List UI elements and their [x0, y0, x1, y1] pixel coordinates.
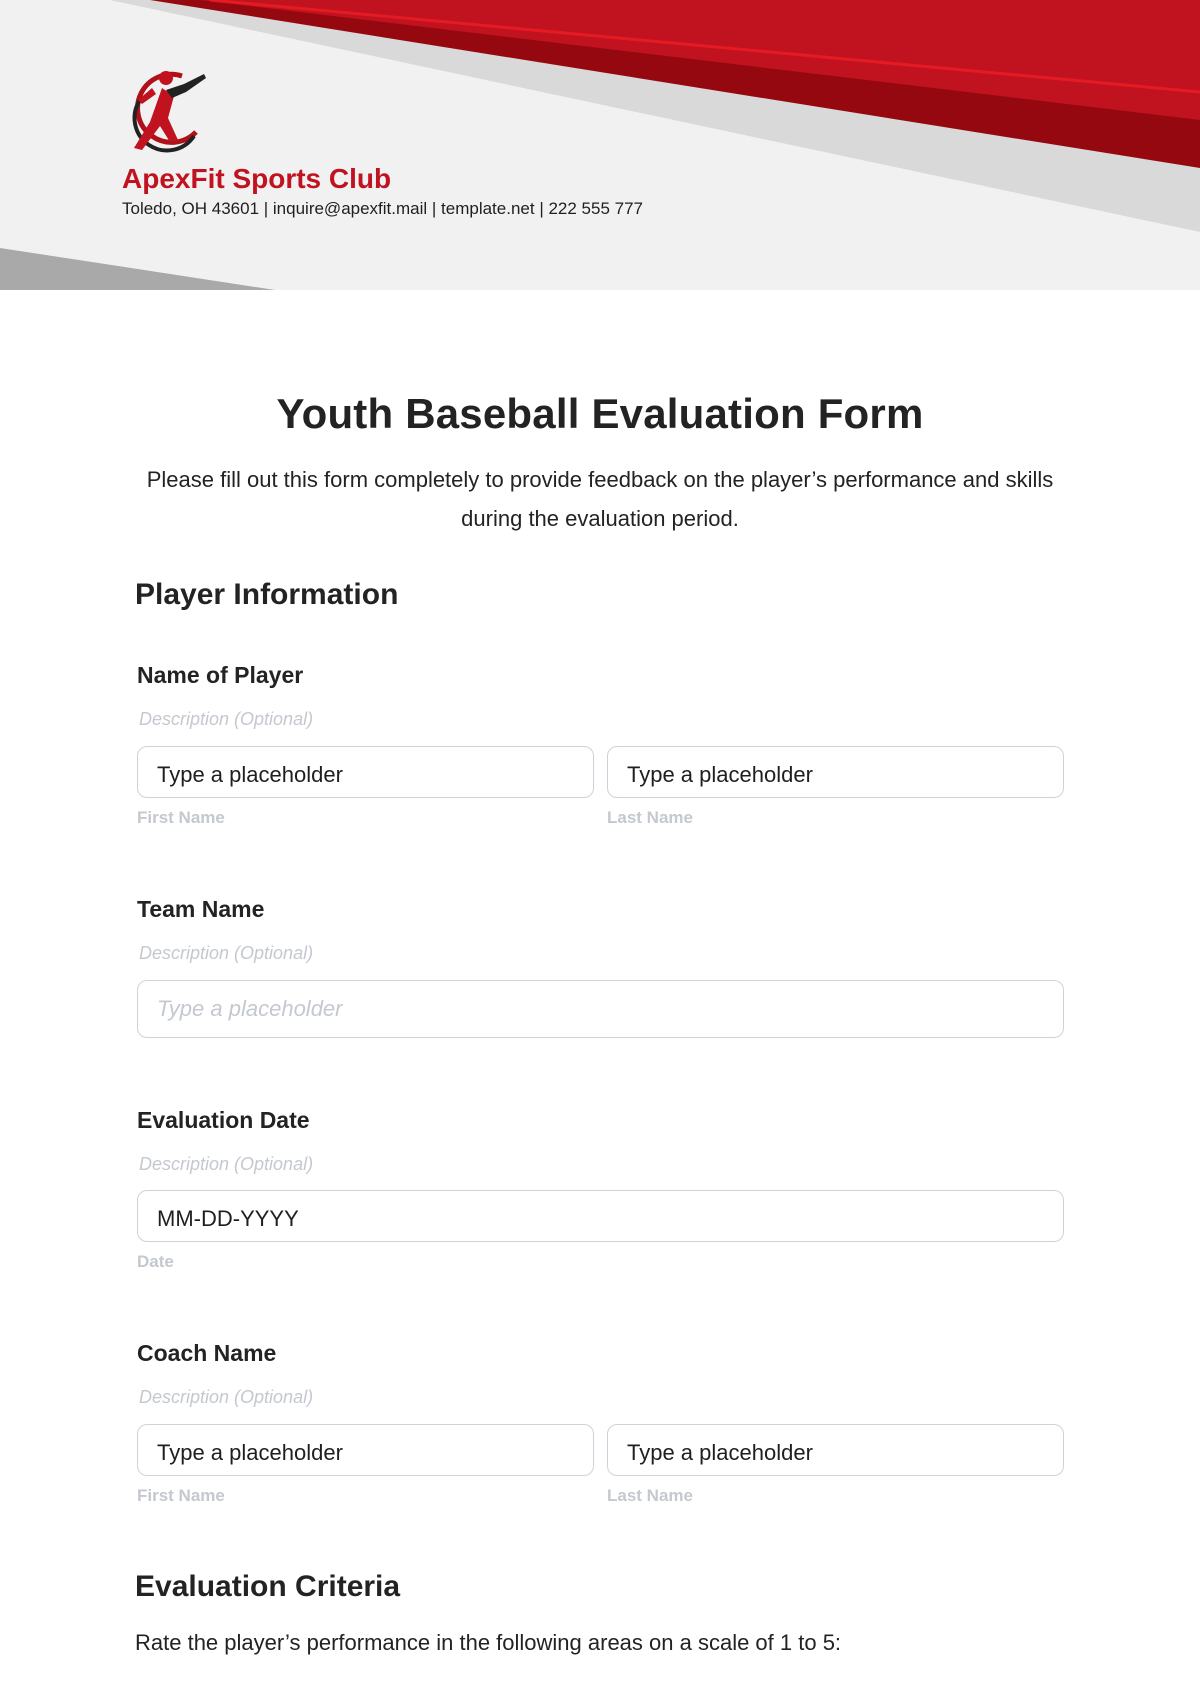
- coach-last-name-sublabel: Last Name: [607, 1486, 693, 1505]
- coach-last-name-value: Type a placeholder: [627, 1440, 813, 1465]
- coach-first-name-value: Type a placeholder: [157, 1440, 343, 1465]
- player-first-name-sublabel: First Name: [137, 808, 225, 827]
- player-first-name-input[interactable]: [137, 746, 594, 798]
- coach-first-name-input[interactable]: [137, 1424, 594, 1476]
- section-title-player-information: Player Information: [135, 578, 399, 611]
- field-description-evaluation-date: Description (Optional): [139, 1154, 314, 1174]
- form-title: Youth Baseball Evaluation Form: [276, 390, 924, 437]
- field-label-name-of-player: Name of Player: [137, 662, 304, 688]
- field-description-coach-name: Description (Optional): [139, 1387, 314, 1407]
- form-intro-text: Please fill out this form completely to provide feedback on the player’s performance and skills during the evaluation period.: [146, 467, 1054, 531]
- player-last-name-input[interactable]: [607, 746, 1064, 798]
- evaluation-date-value: MM-DD-YYYY: [157, 1206, 299, 1231]
- player-last-name-sublabel: Last Name: [607, 808, 693, 827]
- field-description-name-of-player: Description (Optional): [139, 709, 314, 729]
- field-label-evaluation-date: Evaluation Date: [137, 1107, 310, 1133]
- athlete-figure-logo-icon: [120, 60, 212, 162]
- evaluation-date-input[interactable]: [137, 1190, 1064, 1242]
- evaluation-date-sublabel: Date: [137, 1252, 174, 1271]
- organization-name: ApexFit Sports Club: [122, 163, 392, 194]
- section-title-evaluation-criteria: Evaluation Criteria: [135, 1570, 401, 1603]
- field-label-team-name: Team Name: [137, 896, 265, 922]
- field-label-coach-name: Coach Name: [137, 1340, 277, 1366]
- evaluation-criteria-intro: Rate the player’s performance in the following areas on a scale of 1 to 5:: [135, 1630, 842, 1655]
- field-description-team-name: Description (Optional): [139, 943, 314, 963]
- coach-first-name-sublabel: First Name: [137, 1486, 225, 1505]
- team-name-input[interactable]: [137, 980, 1064, 1038]
- organization-contact-line: Toledo, OH 43601 | inquire@apexfit.mail | template.net | 222 555 777: [122, 199, 643, 218]
- team-name-placeholder: Type a placeholder: [157, 996, 343, 1021]
- coach-last-name-input[interactable]: [607, 1424, 1064, 1476]
- player-last-name-value: Type a placeholder: [627, 762, 813, 787]
- player-first-name-value: Type a placeholder: [157, 762, 343, 787]
- letterhead-header: [0, 0, 1200, 290]
